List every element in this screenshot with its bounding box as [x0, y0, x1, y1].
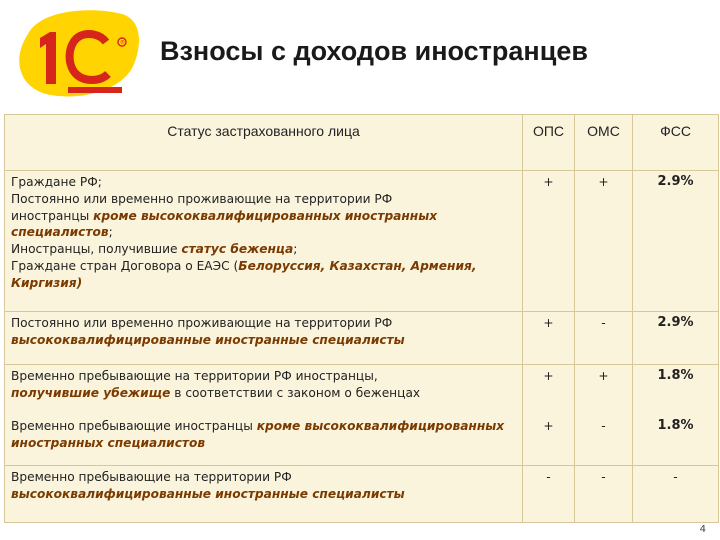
- ops-value: +: [543, 419, 554, 434]
- oms-value: -: [601, 419, 606, 434]
- status-emphasis: кроме высококвалифицированных иностранных специалистов: [11, 419, 505, 451]
- spacer: [11, 402, 516, 419]
- svg-text:®: ®: [120, 40, 125, 46]
- ops-cell: +: [523, 312, 575, 365]
- status-emphasis: высококвалифицированные иностранные специалисты: [11, 486, 405, 501]
- status-line: [11, 258, 516, 292]
- status-cell: [5, 312, 523, 365]
- status-emphasis: высококвалифицированные иностранные специалисты: [11, 332, 405, 347]
- contributions-table-wrap: [4, 114, 718, 523]
- status-emphasis: статус беженца: [181, 242, 294, 257]
- logo-graphic: [10, 4, 150, 104]
- oms-value: +: [598, 369, 609, 383]
- oms-cell: [575, 365, 633, 466]
- status-text: Иностранцы, получившие: [11, 242, 182, 257]
- status-line: Временно пребывающие на территории РФ иностранцы,: [11, 369, 378, 383]
- fss-cell: 2.9%: [633, 312, 719, 365]
- fss-cell: -: [633, 466, 719, 523]
- contributions-table: [4, 114, 719, 523]
- status-cell: [5, 365, 523, 466]
- fss-cell: 2.9%: [633, 171, 719, 312]
- fss-value: 1.8%: [657, 368, 694, 383]
- status-text: Граждане стран Договора о ЕАЭС (: [11, 258, 239, 273]
- status-line: [11, 418, 516, 452]
- table-row: [5, 312, 719, 365]
- spacer: [639, 402, 712, 419]
- table-header-row: [5, 115, 719, 171]
- fss-cell: [633, 365, 719, 466]
- status-text: иностранцы: [11, 208, 94, 223]
- header-fss: ФСС: [633, 115, 719, 171]
- status-emphasis: кроме высококвалифицированных иностранных специалистов: [11, 208, 438, 240]
- status-line: Граждане РФ;: [11, 175, 102, 189]
- status-line: Постоянно или временно проживающие на территории РФ: [11, 316, 393, 330]
- status-cell: [5, 171, 523, 312]
- status-emphasis: Белоруссия, Казахстан, Армения, Киргизия): [11, 258, 477, 290]
- spacer: [529, 402, 568, 419]
- logo-1c: [10, 4, 150, 104]
- oms-cell: -: [575, 312, 633, 365]
- status-line: [11, 385, 516, 402]
- fss-value: 1.8%: [657, 418, 694, 434]
- header-ops: ОПС: [523, 115, 575, 171]
- status-line: [11, 208, 516, 242]
- ops-cell: [523, 365, 575, 466]
- oms-cell: -: [575, 466, 633, 523]
- status-text: Временно пребывающие иностранцы: [11, 419, 257, 434]
- spacer: [581, 385, 626, 402]
- ops-cell: -: [523, 466, 575, 523]
- page-number: 4: [699, 524, 706, 535]
- spacer: [639, 385, 712, 402]
- status-line: [11, 241, 516, 258]
- table-row: [5, 365, 719, 466]
- ops-value: +: [543, 369, 554, 383]
- table-row: [5, 171, 719, 312]
- header-status: Статус застрахованного лица: [5, 115, 523, 171]
- ops-cell: +: [523, 171, 575, 312]
- status-text: ;: [108, 225, 113, 240]
- status-line: Временно пребывающие на территории РФ: [11, 470, 292, 484]
- oms-cell: +: [575, 171, 633, 312]
- status-line: Постоянно или временно проживающие на территории РФ: [11, 191, 393, 206]
- status-emphasis: получившие убежище: [11, 385, 171, 400]
- spacer: [581, 402, 626, 419]
- status-text: в соответствии с законом о беженцах: [170, 385, 421, 400]
- status-text: ;: [293, 242, 298, 257]
- spacer: [529, 385, 568, 402]
- header-oms: ОМС: [575, 115, 633, 171]
- status-cell: [5, 466, 523, 523]
- table-row: [5, 466, 719, 523]
- page-title: Взносы с доходов иностранцев: [160, 36, 588, 66]
